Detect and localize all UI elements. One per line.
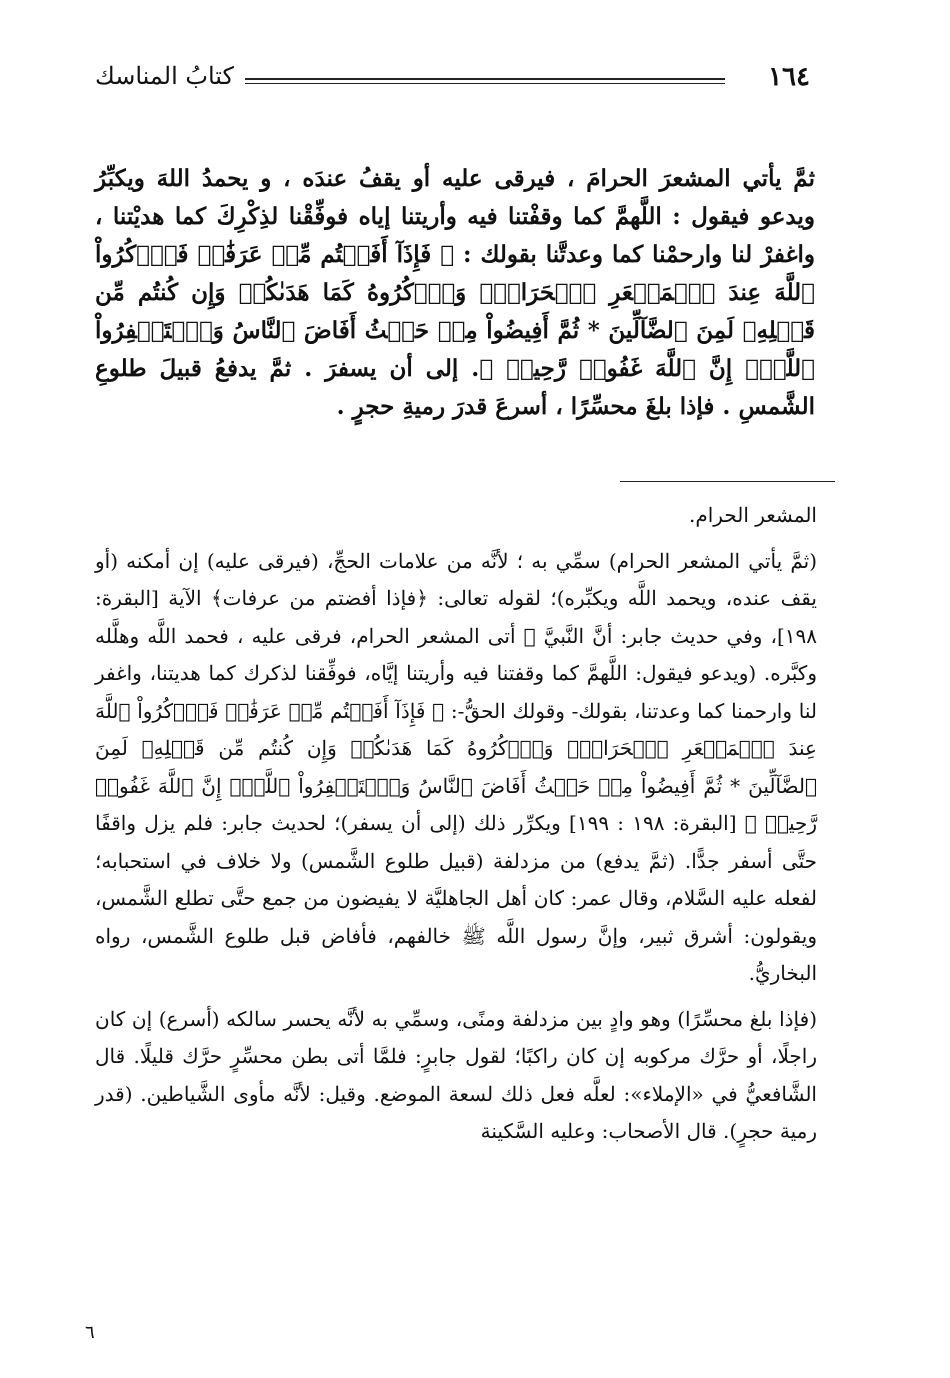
main-text-paragraph: ثمَّ يأتي المشعرَ الحرامَ ، فيرقى عليه أو يقفُ عندَه ، و يحمدُ اللهَ ويكبِّرُ ويدعو فيقول : اللَّهمَّ كما وقفْتنا فيه وأريتنا إياه فوفِّقْنا لذِكْرِكَ كما هديْتنا ، واغفرْ لنا وارحمْنا كما وعدتَّنا بقولك : ﴿ فَإِذَآ أَفَضۡتُم مِّنۡ عَرَفَٰتٖ فَٱذۡكُرُواْ ٱللَّهَ عِندَ ٱلۡمَشۡعَرِ ٱلۡحَرَامِۖ وَٱذۡكُرُوهُ كَمَا هَدَىٰكُمۡ وَإِن كُنتُم مِّن قَبۡلِهِۦ لَمِنَ ٱلضَّآلِّينَ * ثُمَّ أَفِيضُواْ مِنۡ حَيۡثُ أَفَاضَ ٱلنَّاسُ وَٱسۡتَغۡفِرُواْ ٱللَّهَۚ إِنَّ ٱللَّهَ غَفُورٞ رَّحِيمٞ ﴾. إلى أن يسفرَ . ثمَّ يدفعُ قبيلَ طلوعِ الشَّمسِ . فإذا بلغَ محسِّرًا ، أسرعَ قدرَ رميةِ حجرٍ .	[95, 165, 815, 420]
header-rule	[245, 78, 725, 80]
footnote-divider	[620, 481, 835, 482]
main-text	[95, 160, 815, 426]
header-rule-secondary	[245, 83, 725, 84]
book-title: كتابُ المناسك	[95, 62, 234, 90]
page-header	[95, 62, 810, 106]
commentary-heading: المشعر الحرام.	[689, 503, 817, 527]
signature-mark: ٦	[85, 1322, 95, 1343]
commentary-paragraph-1: (ثمَّ يأتي المشعر الحرام) سمِّي به ؛ لأنَّه من علامات الحجِّ، (فيرقى عليه) إن أمكنه (أو يقف عنده، ويحمد اللَّه ويكبِّره)؛ لقوله تعالى: ﴿فإذا أفضتم من عرفات﴾ الآية [البقرة: ١٩٨]، وفي حديث جابر: أنَّ النَّبيَّ ﷺ أتى المشعر الحرام، فرقى عليه ، فحمد اللَّه وهلَّله وكبَّره. (ويدعو فيقول: اللَّهمَّ كما وقفتنا فيه وأريتنا إيَّاه، فوفِّقنا لذكرك كما هديتنا، واغفر لنا وارحمنا كما وعدتنا، بقولك- وقولك الحقُّ-: ﴿ فَإِذَآ أَفَضۡتُم مِّنۡ عَرَفَٰتٖ فَٱذۡكُرُواْ ٱللَّهَ عِندَ ٱلۡمَشۡعَرِ ٱلۡحَرَامِۖ وَٱذۡكُرُوهُ كَمَا هَدَىٰكُمۡ وَإِن كُنتُم مِّن قَبۡلِهِۦ لَمِنَ ٱلضَّآلِّينَ * ثُمَّ أَفِيضُواْ مِنۡ حَيۡثُ أَفَاضَ ٱلنَّاسُ وَٱسۡتَغۡفِرُواْ ٱللَّهَۚ إِنَّ ٱللَّهَ غَفُورٞ رَّحِيمٞ ﴾ [البقرة: ١٩٨ : ١٩٩] ويكرِّر ذلك (إلى أن يسفر)؛ لحديث جابر: فلم يزل واقفًا حتَّى أسفر جدًّا. (ثمَّ يدفع) من مزدلفة (قبيل طلوع الشَّمس) ولا خلاف في استحبابه؛ لفعله عليه السَّلام، وقال عمر: كان أهل الجاهليَّة لا يفيضون من جمع حتَّى تطلع الشَّمس، ويقولون: أشرق ثبير، وإنَّ رسول اللَّه ﷺ خالفهم، فأفاض قبل طلوع الشَّمس، رواه البخاريُّ.	[95, 548, 818, 985]
commentary-paragraph-2: (فإذا بلغ محسِّرًا) وهو وادٍ بين مزدلفة ومنًى، وسمِّي به لأنَّه يحسر سالكه (أسرع) إن كان راجلًا، أو حرَّك مركوبه إن كان راكبًا؛ لقول جابرٍ: فلمَّا أتى بطن محسِّرٍ حرَّك قليلًا. قال الشَّافعيُّ في «الإملاء»: لعلَّه فعل ذلك لسعة الموضع. وقيل: لأنَّه مأوى الشَّياطين. (قدر رمية حجرٍ). قال الأصحاب: وعليه السَّكينة	[95, 1006, 817, 1143]
page-number: ١٦٤	[768, 62, 810, 92]
commentary	[95, 497, 817, 1159]
